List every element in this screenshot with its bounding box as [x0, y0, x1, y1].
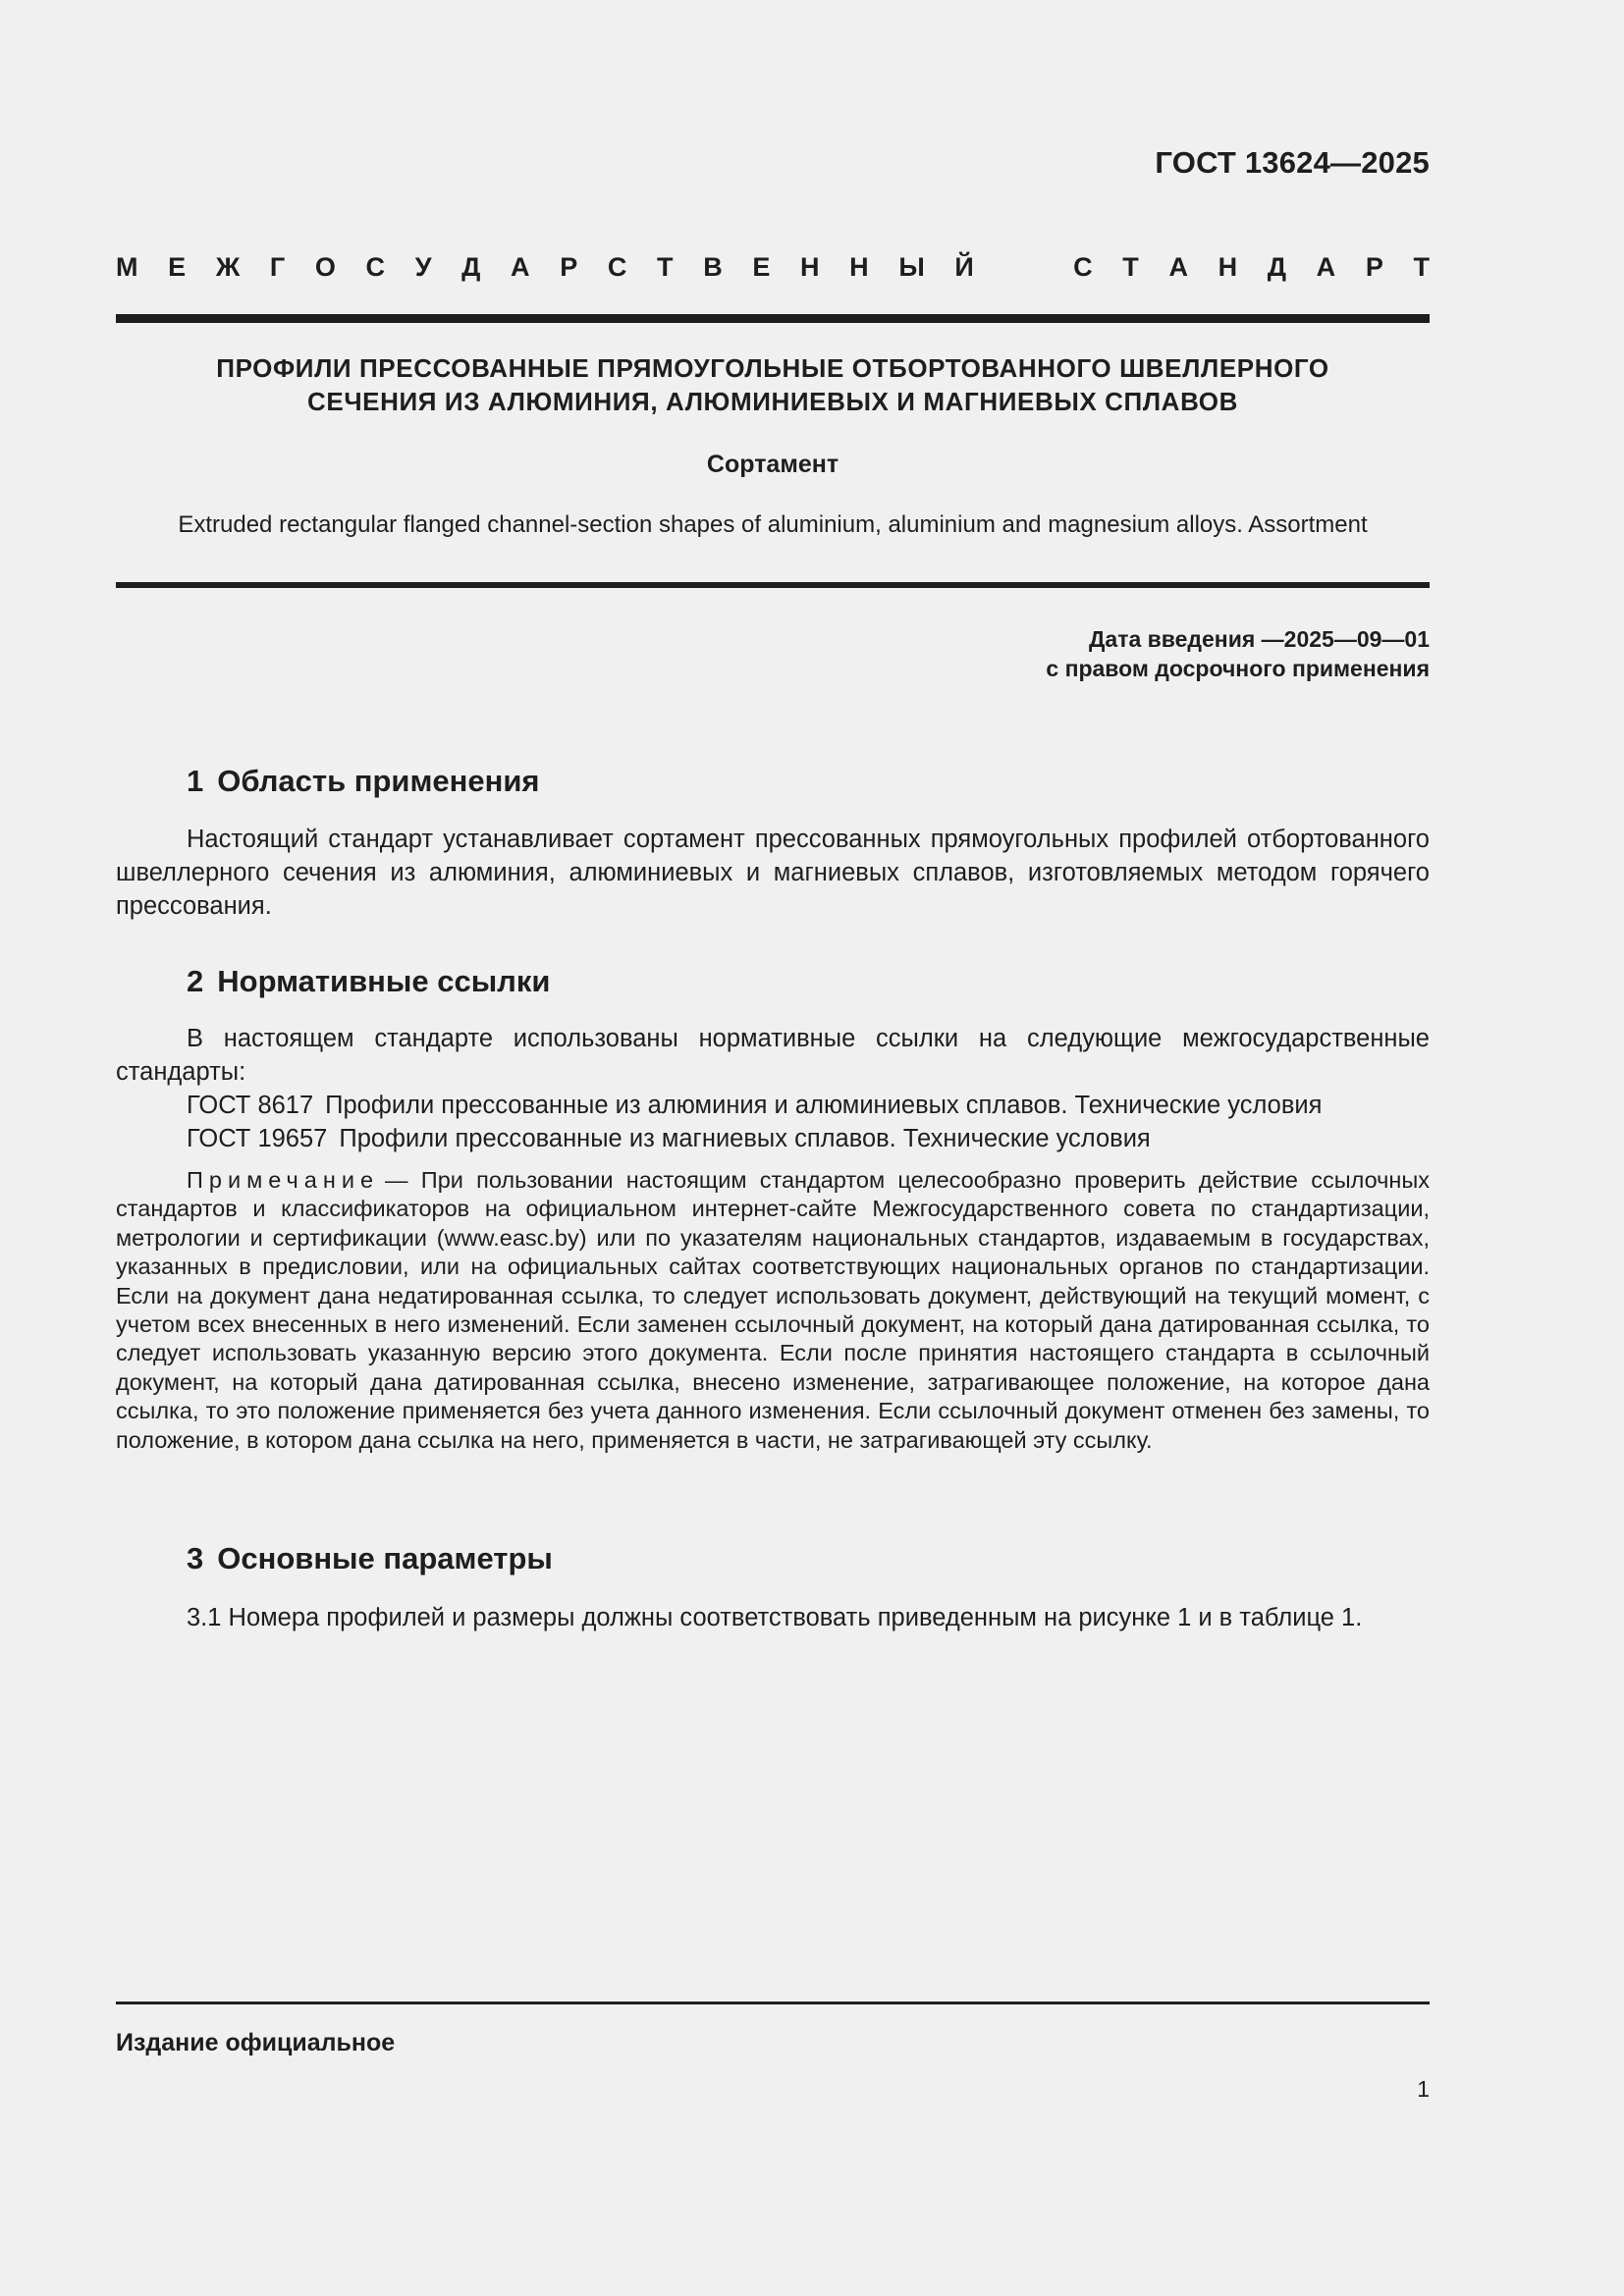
- section-1-text: Настоящий стандарт устанавливает сортамент прессованных прямоугольных профилей отбортованного швеллерного сечения из алюминия, алюминиевых и магниевых сплавов, изготовляемых методом горячего прессования.: [116, 826, 1430, 920]
- introduction-date: [1046, 624, 1430, 683]
- standard-kind-letter: Е: [168, 252, 187, 282]
- standard-kind-letter: Р: [1365, 252, 1383, 282]
- section-3-heading: [187, 1541, 553, 1576]
- standard-kind-letter: Д: [1267, 252, 1287, 282]
- standard-kind-letter: С: [365, 252, 386, 282]
- standard-kind-letter: А: [1316, 252, 1336, 282]
- standard-kind-letter: Т: [657, 252, 674, 282]
- standard-kind-letter: М: [116, 252, 138, 282]
- reference-code: ГОСТ 19657: [187, 1125, 328, 1152]
- note-label: Примечание: [187, 1167, 380, 1193]
- standard-kind-letter: Ы: [898, 252, 925, 282]
- standard-kind-letter: Р: [560, 252, 578, 282]
- standard-kind-letter: О: [314, 252, 336, 282]
- standard-kind-letter: А: [511, 252, 530, 282]
- section-number: 3: [187, 1541, 204, 1575]
- note-text: — При пользовании настоящим стандартом целесообразно проверить действие ссылочных стандартов и классификаторов на официальном интернет-сайте Межгосударственного совета по стандартизации, метрологии и сертификации (www.easc.by) или по указателям национальных стандартов, издаваемым в государствах, указанных в предисловии, или на официальных сайтах соответствующих национальных органов по стандартизации. Если на документ дана недатированная ссылка, то следует использовать документ, действующий на текущий момент, с учетом всех внесенных в него изменений. Если заменен ссылочный документ, на который дана датированная ссылка, то следует использовать указанную версию этого документа. Если после принятия настоящего стандарта в ссылочный документ, на который дана датированная ссылка, внесено изменение, затрагивающее положение, на которое дана ссылка, то это положение применяется без учета данного изменения. Если ссылочный документ отменен без замены, то положение, в котором дана ссылка на него, применяется в части, не затрагивающей эту ссылку.: [116, 1167, 1430, 1453]
- introduction-date-line: Дата введения —2025—09—01: [1089, 626, 1430, 652]
- footer-divider: [116, 2002, 1430, 2004]
- standard-kind-letter: Н: [1218, 252, 1238, 282]
- standard-kind-letter: А: [1168, 252, 1188, 282]
- reference-item: [187, 1089, 1322, 1122]
- english-title: Extruded rectangular flanged channel-section shapes of aluminium, aluminium and magnesium alloys. Assortment: [178, 511, 1368, 538]
- standard-kind-letter: У: [414, 252, 432, 282]
- title-divider: [116, 582, 1430, 588]
- reference-code: ГОСТ 8617: [187, 1092, 314, 1119]
- standard-kind-letter: Т: [1122, 252, 1139, 282]
- section-2-text: В настоящем стандарте использованы нормативные ссылки на следующие межгосударственные стандарты:: [116, 1025, 1430, 1086]
- standard-kind-letter: Н: [800, 252, 820, 282]
- reference-note: [116, 1166, 1430, 1455]
- section-3-text: 3.1 Номера профилей и размеры должны соответствовать приведенным на рисунке 1 и в таблице 1.: [187, 1604, 1363, 1631]
- standard-kind-letter: Н: [849, 252, 869, 282]
- document-title: [116, 351, 1430, 418]
- page-number: 1: [1417, 2076, 1430, 2102]
- standard-kind-letter: В: [703, 252, 723, 282]
- standard-kind-letter: Е: [752, 252, 771, 282]
- document-subtitle: Сортамент: [706, 451, 839, 478]
- reference-item: [187, 1122, 1151, 1155]
- document-page: [116, 0, 1430, 2296]
- standard-kind-letter: Д: [461, 252, 481, 282]
- reference-title: Профили прессованные из магниевых сплавов. Технические условия: [339, 1125, 1151, 1152]
- standard-kind-letter: С: [607, 252, 627, 282]
- title-line-2: СЕЧЕНИЯ ИЗ АЛЮМИНИЯ, АЛЮМИНИЕВЫХ И МАГНИЕВЫХ СПЛАВОВ: [307, 387, 1238, 416]
- document-code: ГОСТ 13624—2025: [1155, 145, 1430, 180]
- early-application-line: с правом досрочного применения: [1046, 656, 1430, 681]
- official-edition-label: Издание официальное: [116, 2029, 396, 2056]
- standard-kind-label: [116, 252, 1430, 283]
- section-1-heading: [187, 764, 540, 799]
- top-divider: [116, 314, 1430, 323]
- standard-kind-letter: С: [1073, 252, 1093, 282]
- section-2-heading: [187, 964, 550, 999]
- standard-kind-letter: Г: [269, 252, 286, 282]
- section-number: 2: [187, 964, 204, 998]
- standard-kind-letter: Т: [1413, 252, 1430, 282]
- standard-kind-letter: Й: [954, 252, 974, 282]
- title-line-1: ПРОФИЛИ ПРЕССОВАННЫЕ ПРЯМОУГОЛЬНЫЕ ОТБОРТОВАННОГО ШВЕЛЛЕРНОГО: [216, 353, 1329, 383]
- section-title: Основные параметры: [217, 1541, 553, 1575]
- reference-title: Профили прессованные из алюминия и алюминиевых сплавов. Технические условия: [325, 1092, 1323, 1119]
- section-title: Нормативные ссылки: [217, 964, 551, 998]
- standard-kind-letter: Ж: [215, 252, 241, 282]
- section-title: Область применения: [217, 764, 540, 798]
- section-number: 1: [187, 764, 204, 798]
- word-gap: [1003, 252, 1043, 283]
